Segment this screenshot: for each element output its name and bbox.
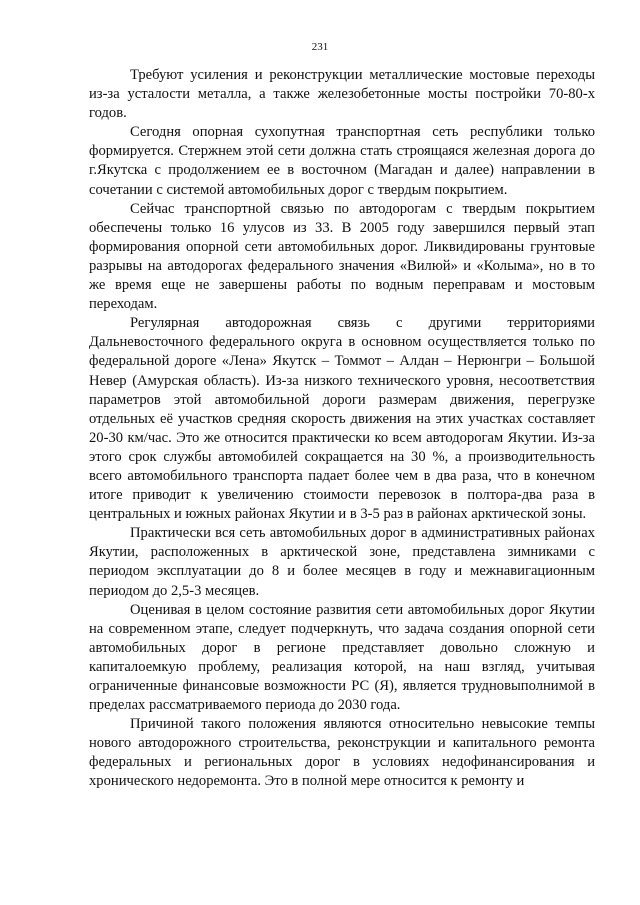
body-text — [89, 66, 595, 792]
paragraph-road-connections: Сейчас транспортной связью по автодорогам с твердым покрытием обеспечены только 16 улусов из 33. В 2005 году завершился первый этап формирования опорной сети автомобильных дорог. Ликвидированы грунтовые разрывы на автодорогах федерального значения «Вилюй» и «Колыма», но в то же время еще не завершены работы по водным переправам и мостовым переходам. — [89, 200, 595, 313]
paragraph-bridges: Требуют усиления и реконструкции металлические мостовые переходы из-за усталости металла, а также железобетонные мосты постройки 70-80-х годов. — [89, 67, 595, 122]
paragraph-transport-network: Сегодня опорная сухопутная транспортная сеть республики только формируется. Стержнем этой сети должна стать строящаяся железная дорога до г.Якутска с продолжением ее в восточном (Магадан и далее) направлении в сочетании с системой автомобильных дорог с твердым покрытием. — [89, 124, 595, 198]
paragraph-construction-pace: Причиной такого положения являются относительно невысокие темпы нового автодорожного строительства, реконструкции и капитального ремонта федеральных и региональных дорог в условиях недофинансирования и хронического недоремонта. Это в полной мере относится к ремонту и — [89, 716, 595, 790]
paragraph-lena-highway: Регулярная автодорожная связь с другими территориями Дальневосточного федерального округа в основном осуществляется только по федеральной дороге «Лена» Якутск – Томмот – Алдан – Нерюнгри – Большой Невер (Амурская область). Из-за низкого технического уровня, несоответствия параметров этой автомобильной дороги размерам движения, перегрузке отдельных её участков средняя скорость движения на этих участках составляет 20-30 км/час. Это же относится практически ко всем автодорогам Якутии. Из-за этого срок службы автомобилей сокращается на 30 %, а производительность всего автомобильного транспорта падает более чем в два раза, что в конечном итоге приводит к увеличению стоимости перевозок в полтора-два раза в центральных и южных районах Якутии и в 3-5 раз в районах арктической зоны. — [89, 315, 595, 523]
page-number: 231 — [311, 41, 329, 53]
paragraph-network-assessment: Оценивая в целом состояние развития сети автомобильных дорог Якутии на современном этапе, следует подчеркнуть, что задача создания опорной сети автомобильных дорог в регионе представляет довольно сложную и капиталоемкую проблему, реализация которой, на наш взгляд, учитывая ограниченные финансовые возможности РС (Я), является трудновыполнимой в пределах рассматриваемого периода до 2030 года. — [89, 601, 595, 714]
paragraph-winter-roads: Практически вся сеть автомобильных дорог в административных районах Якутии, расположенных в арктической зоне, представлена зимниками с периодом эксплуатации до 8 и более месяцев в году и межнавигационным периодом до 2,5-3 месяцев. — [89, 525, 595, 599]
